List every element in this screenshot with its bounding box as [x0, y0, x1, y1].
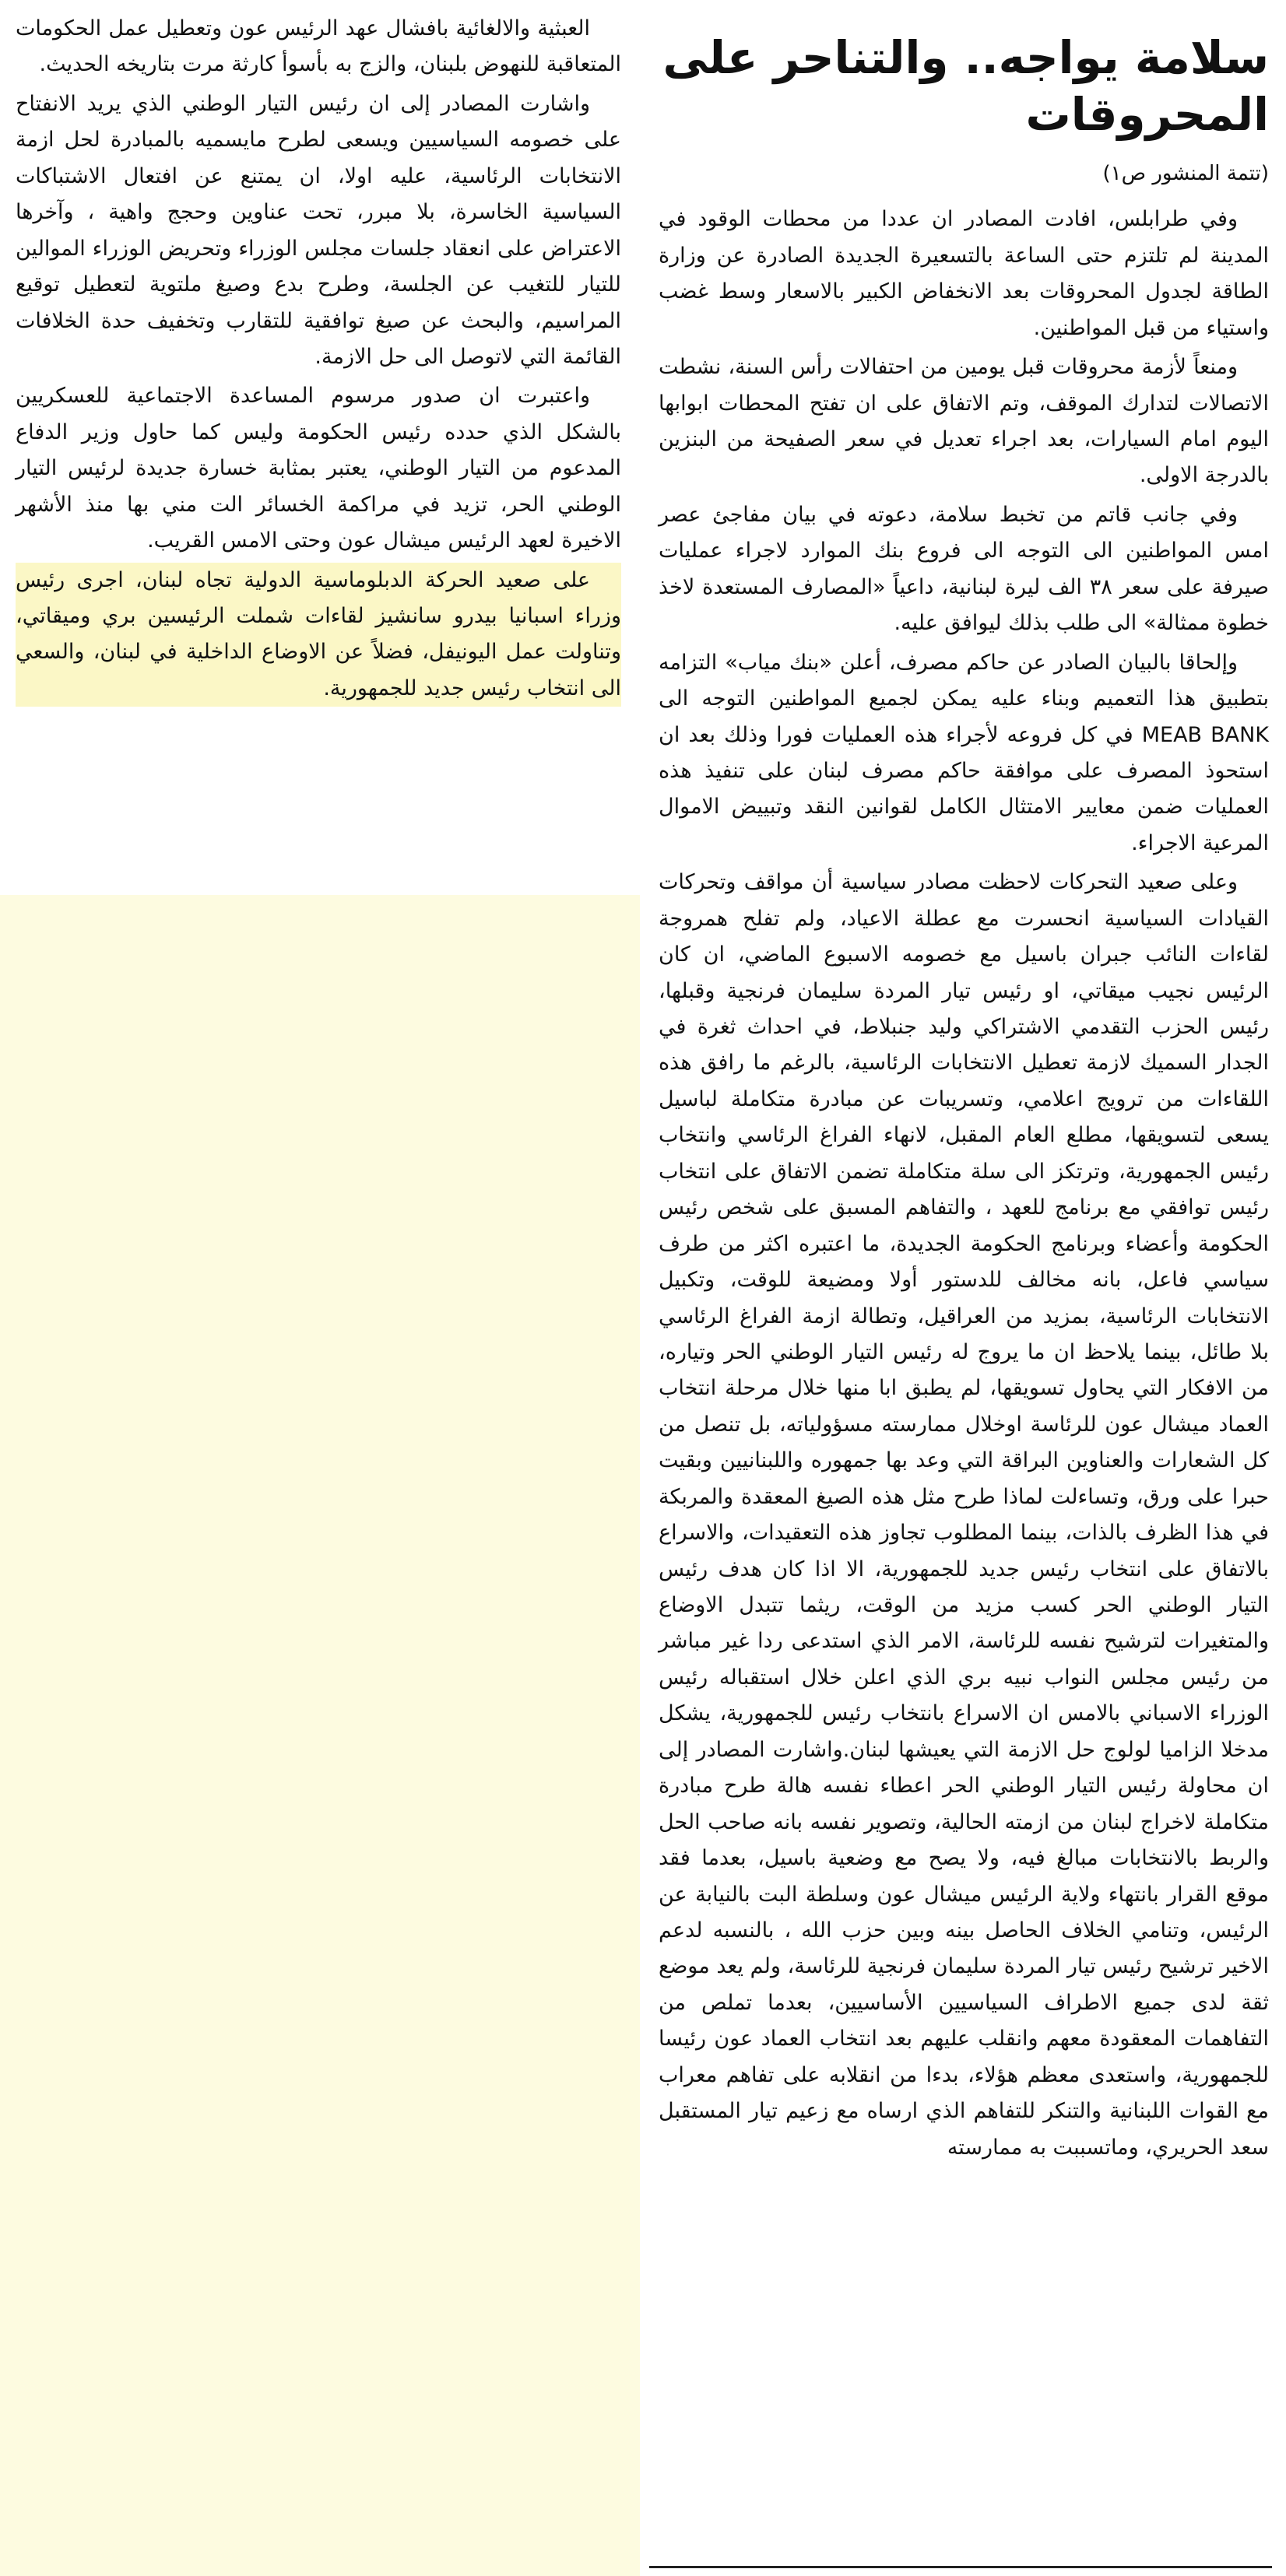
left-paragraph-3: واعتبرت ان صدور مرسوم المساعدة الاجتماعية للعسكريين بالشكل الذي حدده رئيس الحكومة وليس كما حاول وزير الدفاع المدعوم من التيار الوطني، يعتبر بمثابة خسارة جديدة لرئيس التيار الوطني الحر، تزيد في مراكمة الخسائر الت مني بها منذ الأشهر الاخيرة لعهد الرئيس ميشال عون وحتى الامس القريب.	[16, 384, 621, 553]
article-title: سلامة يواجه.. والتناحر على المحروقات	[662, 31, 1269, 141]
left-paragraph-2: واشارت المصادر إلى ان رئيس التيار الوطني الذي يريد الانفتاح على خصومه السياسيين ويسعى لطرح مايسميه بالمبادرة لحل ازمة الانتخابات الرئاسية، عليه اولا، ان يمتنع عن افتعال الاشتباكات السياسية الخاسرة، بلا مبرر، تحت عناوين وحجج واهية ، وآخرها الاعتراض على انعقاد جلسات مجلس الوزراء وتحريض الوزراء الموالين للتيار للتغيب عن الجلسة، وطرح بدع وصيغ ملتوية لتعطيل توقيع المراسيم، والبحث عن صيغ توافقية للتقارب وتخفيف حدة الخلافات القائمة التي لاتوصل الى حل الازمة.	[16, 91, 621, 369]
right-paragraph-5: وعلى صعيد التحركات لاحظت مصادر سياسية أن مواقف وتحركات القيادات السياسية انحسرت مع عطلة الاعياد، ولم تفلح همروجة لقاءات النائب جبران باسيل مع خصومه الاسبوع الماضي، ان كان الرئيس نجيب ميقاتي، او رئيس تيار المردة سليمان فرنجية وقبلها، رئيس الحزب التقدمي الاشتراكي وليد جنبلاط، في احداث ثغرة في الجدار السميك لازمة تعطيل الانتخابات الرئاسية، بالرغم ما رافق هذه اللقاءات من ترويج اعلامي، وتسريبات عن مبادرة متكاملة لباسيل يسعى لتسويقها، مطلع العام المقبل، لانهاء الفراغ الرئاسي وانتخاب رئيس الجمهورية، وترتكز الى سلة متكاملة تضمن الاتفاق على انتخاب رئيس توافقي مع برنامج للعهد ، والتفاهم المسبق على شخص رئيس الحكومة وأعضاء وبرنامج الحكومة الجديدة، ما اعتبره اكثر من طرف سياسي فاعل، بانه مخالف للدستور أولا ومضيعة للوقت، وتكبيل الانتخابات الرئاسية، بمزيد من العراقيل، وتطالة ازمة الفراغ الرئاسي بلا طائل، بينما يلاحظ ان ما يروج له رئيس التيار الوطني الحر وتياره، من الافكار التي يحاول تسويقها، لم يطبق ابا منها خلال مرحلة انتخاب العماد ميشال عون للرئاسة اوخلال ممارسته مسؤولياته، بل تنصل من كل الشعارات والعناوين البراقة التي وعد بها جمهوره واللبنانيين وبقيت حبرا على ورق، وتساءلت لماذا طرح مثل هذه الصيغ المعقدة والمربكة في هذا الظرف بالذات، بينما المطلوب تجاوز هذه التعقيدات، والاسراع بالاتفاق على انتخاب رئيس جديد للجمهورية، الا اذا كان هدف رئيس التيار الوطني الحر كسب مزيد من الوقت، ريثما تتبدل الاوضاع والمتغيرات لترشيح نفسه للرئاسة، الامر الذي استدعى ردا غير مباشر من رئيس مجلس النواب نبيه بري الذي اعلن خلال استقباله رئيس الوزراء الاسباني بالامس ان الاسراع بانتخاب رئيس للجمهورية، يشكل مدخلا الزاميا لولوج حل الازمة التي يعيشها لبنان.واشارت المصادر إلى ان محاولة رئيس التيار الوطني الحر اعطاء نفسه هالة طرح مبادرة متكاملة لاخراج لبنان من ازمته الحالية، وتصوير نفسه بانه صاحب الحل والربط بالانتخابات مبالغ فيه، ولا يصح مع وضعية باسيل، بعدما فقد موقع القرار بانتهاء ولاية الرئيس ميشال عون وسلطة البت بالنيابة عن الرئيس، وتنامي الخلاف الحاصل بينه وبين حزب الله ، بالنسبه لدعم الاخير ترشيح رئيس تيار المردة سليمان فرنجية للرئاسة، ولم يعد موضع ثقة لدى جميع الاطراف السياسيين الأساسيين، بعدما تملص من التفاهمات المعقودة معهم وانقلب عليهم بعد انتخاب العماد عون رئيسا للجمهورية، واستعدى معظم هؤلاء، بدءا من انقلابه على تفاهم معراب مع القوات اللبنانية والتنكر للتفاهم الذي ارساه مع زعيم تيار المستقبل سعد الحريري، وماتسببت به ممارسته	[659, 870, 1269, 2160]
right-column	[640, 0, 1286, 2169]
highlight-block	[0, 895, 640, 2576]
right-paragraph-4: وإلحاقا بالبيان الصادر عن حاكم مصرف، أعلن «بنك مياب» التزامه بتطبيق هذا التعميم وبناء عليه يمكن لجميع المواطنين التوجه الى MEAB BANK في كل فروعه لأجراء هذه العمليات فورا وذلك بعد ان استحوذ المصرف على موافقة حاكم مصرف لبنان على تنفيذ هذه العمليات ضمن معايير الامتثال الكامل لقوانين النقد وتبييض الاموال المرعية الاجراء.	[659, 650, 1270, 855]
bottom-rule	[649, 2566, 1272, 2568]
right-paragraph-1: وفي طرابلس، افادت المصادر ان عددا من محطات الوقود في المدينة لم تلتزم حتى الساعة بالتسعيرة الجديدة الصادرة عن وزارة الطاقة لجدول المحروقات بعد الانخفاض الكبير بالاسعار وسط غضب واستياء من قبل المواطنين.	[659, 207, 1269, 340]
right-paragraph-2: ومنعاً لأزمة محروقات قبل يومين من احتفالات رأس السنة، نشطت الاتصالات لتدارك الموقف، وتم الاتفاق على ان تفتح المحطات ابوابها اليوم امام السيارات، بعد اجراء تعديل في سعر الصفيحة من البنزين بالدرجة الاولى.	[659, 355, 1269, 488]
left-paragraph-1: العبثية والالغائية بافشال عهد الرئيس عون وتعطيل عمل الحكومات المتعاقبة للنهوض بلبنان، والزج به بأسوأ كارثة مرت بتاريخه الحديث.	[16, 16, 621, 77]
left-paragraph-4: على صعيد الحركة الدبلوماسية الدولية تجاه لبنان، اجرى رئيس وزراء اسبانيا بيدرو سانشيز لقاءات شملت الرئيسين بري وميقاتي، وتناولت عمل اليونيفل، فضلاً عن الاوضاع الداخلية في لبنان، والسعي الى انتخاب رئيس جديد للجمهورية.	[16, 563, 621, 707]
right-paragraph-3: وفي جانب قاتم من تخبط سلامة، دعوته في بيان مفاجئ عصر امس المواطنين الى التوجه الى فروع بنك الموارد لاجراء عمليات صيرفة على سعر ٣٨ الف ليرة لبنانية، داعياً «المصارف المستعدة لاخذ خطوة ممثالة» الى طلب بذلك ليوافق عليه.	[659, 502, 1270, 636]
left-column	[0, 0, 640, 2576]
article-subtitle: (تتمة المنشور ص١)	[1102, 162, 1269, 185]
